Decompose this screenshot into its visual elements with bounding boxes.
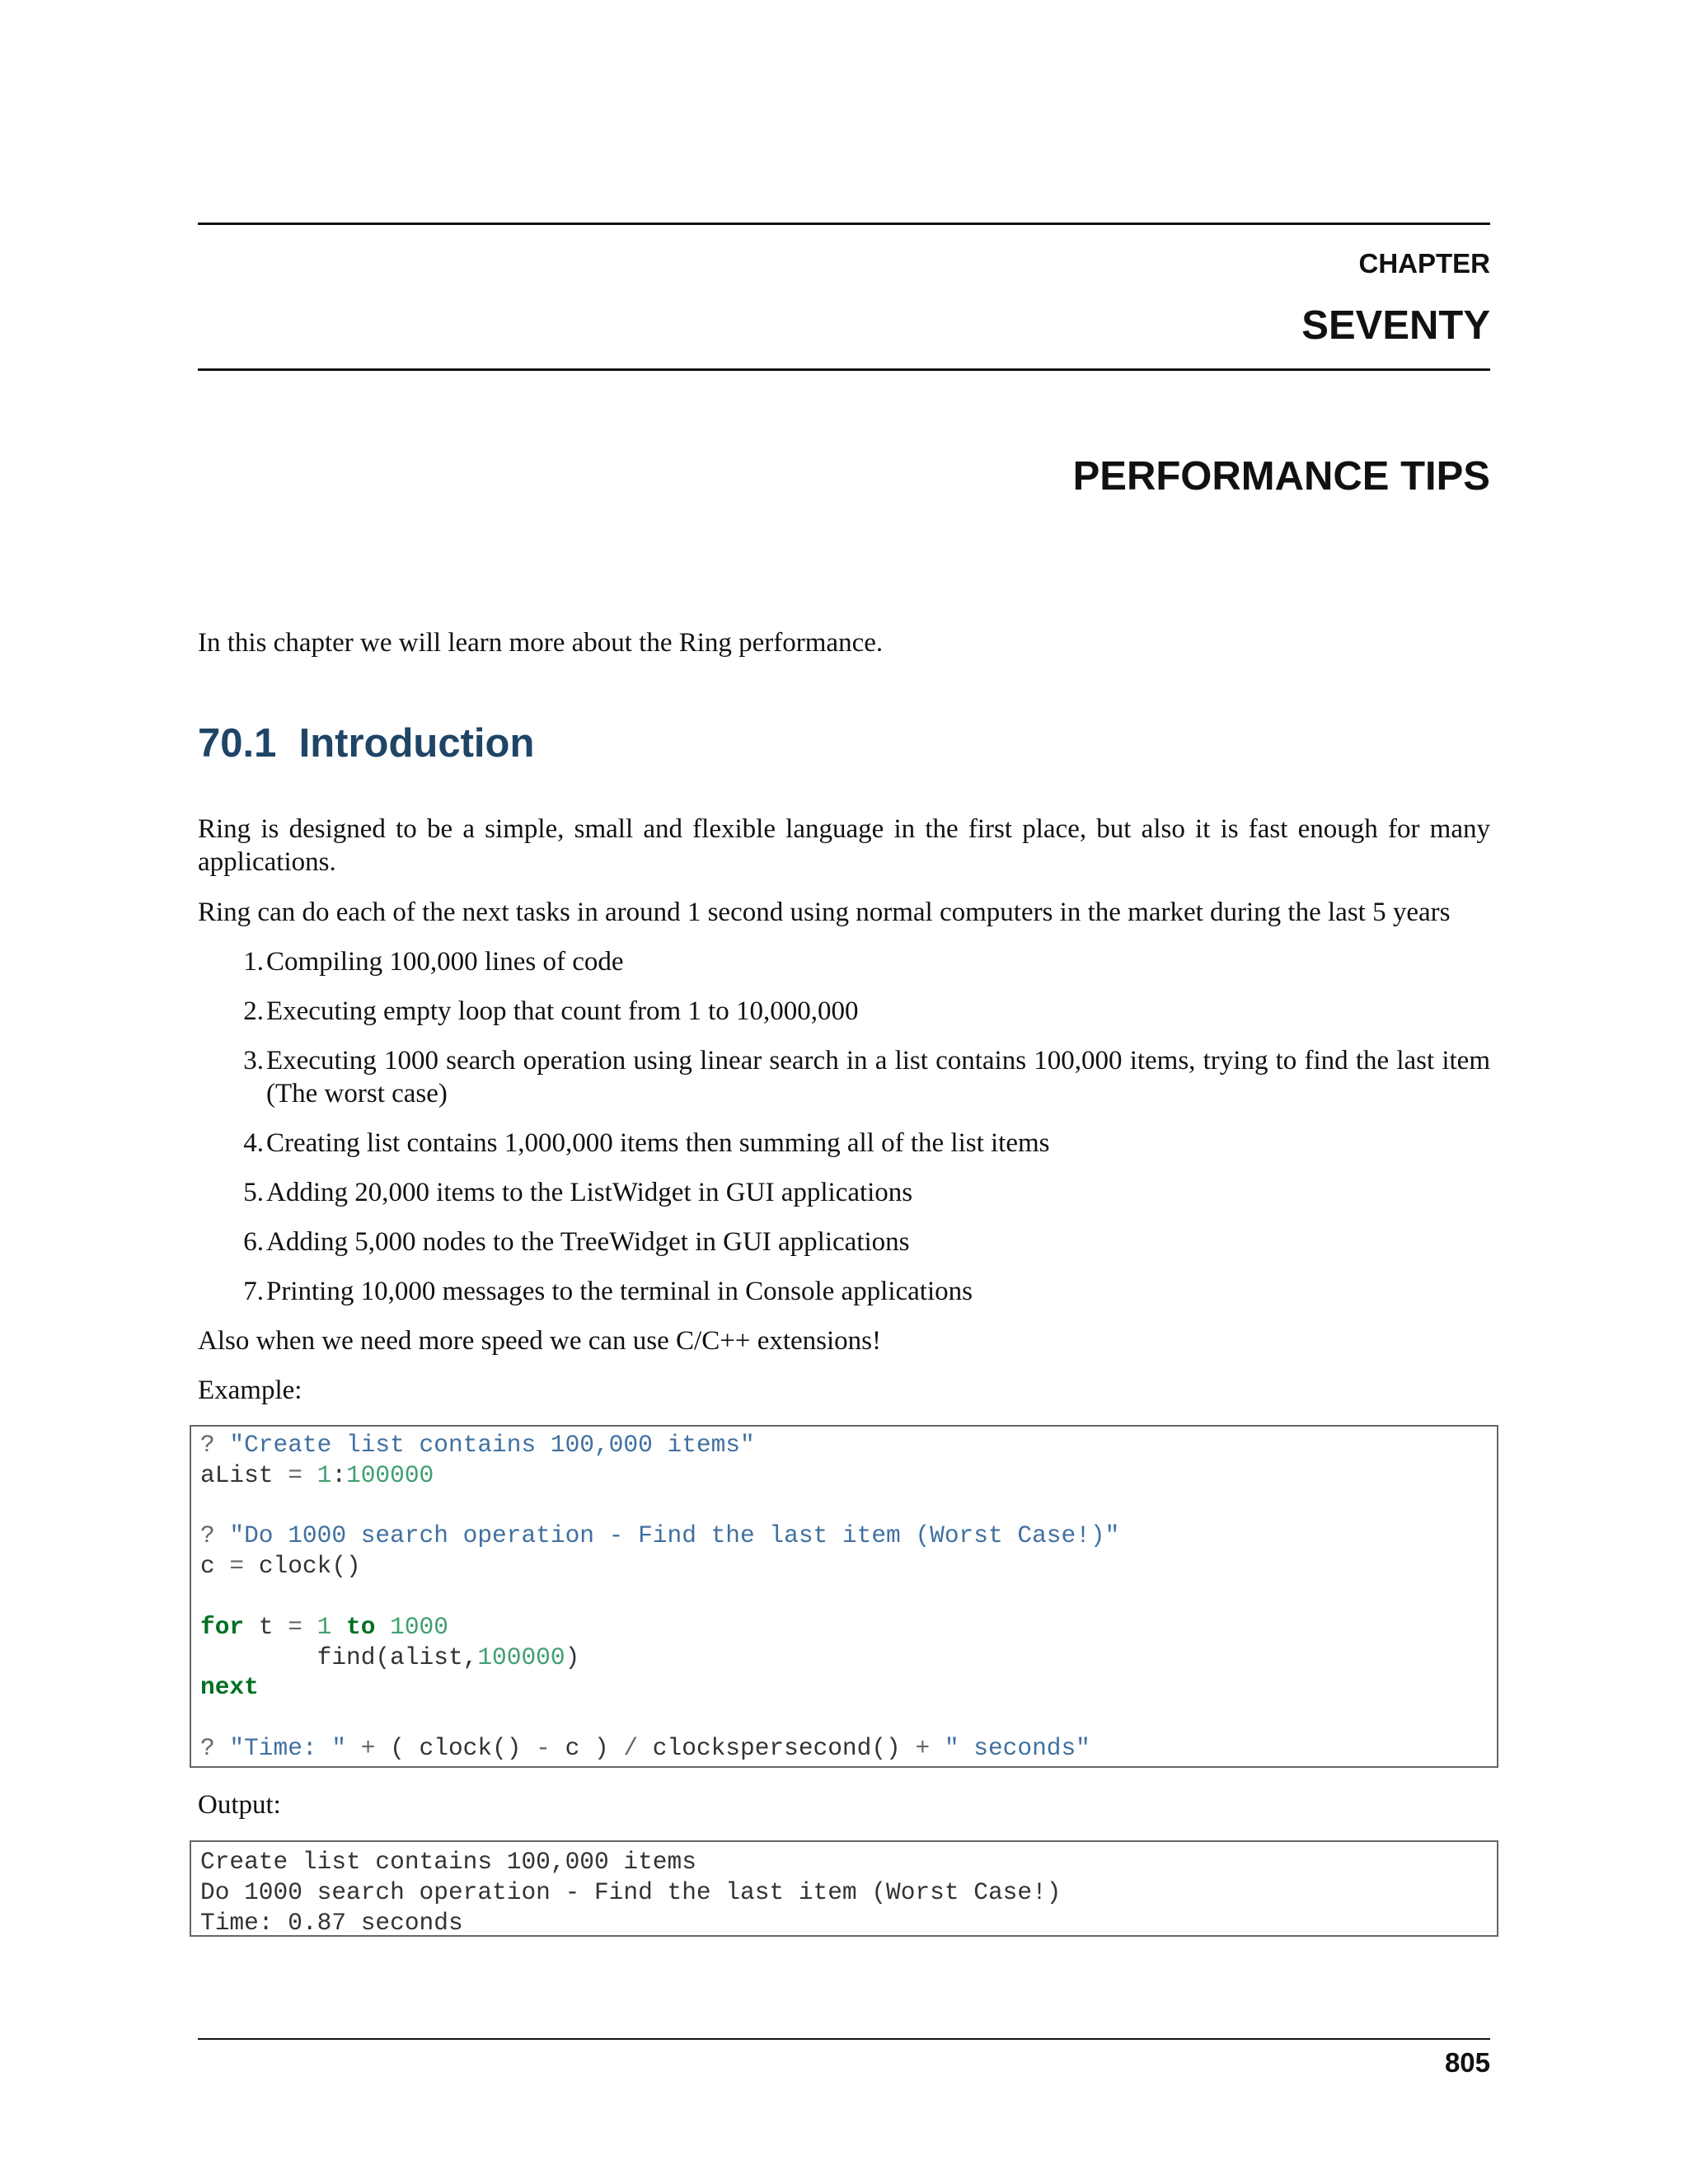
code-line: find(alist,100000) [316, 1643, 580, 1671]
chapter-number-word: SEVENTY [1301, 303, 1490, 348]
list-item-text: Compiling 100,000 lines of code [266, 947, 624, 977]
output-line: Create list contains 100,000 items [200, 1848, 696, 1876]
code-line: ? "Do 1000 search operation - Find the last item (Worst Case!)" [200, 1521, 1120, 1550]
code-line-blank [200, 1582, 1497, 1612]
footer-rule [198, 2038, 1490, 2040]
list-item-text: Creating list contains 1,000,000 items then summing all of the list items [266, 1128, 1050, 1158]
section-title: Introduction [298, 721, 535, 766]
chapter-bottom-rule [198, 368, 1490, 371]
list-item-text: Adding 20,000 items to the ListWidget in GUI applications [266, 1178, 913, 1207]
code-line-blank [200, 1491, 1497, 1521]
list-item-number: 3. [243, 1046, 264, 1076]
code-line: ? "Create list contains 100,000 items" [200, 1431, 755, 1459]
list-item-text: Adding 5,000 nodes to the TreeWidget in GUI applications [266, 1227, 910, 1257]
section-heading [198, 720, 534, 766]
list-item-number: 4. [243, 1128, 264, 1158]
intro-paragraph: In this chapter we will learn more about the Ring performance. [198, 628, 884, 658]
list-item-text: Executing empty loop that count from 1 to 10,000,000 [266, 996, 859, 1026]
code-line-blank [200, 1703, 1497, 1733]
section-paragraph-1: Ring is designed to be a simple, small and flexible language in the first place, but also it is fast enough for many applications. [198, 814, 1490, 877]
code-output-block [190, 1840, 1498, 1937]
list-item-number: 5. [243, 1178, 264, 1207]
example-label: Example: [198, 1376, 302, 1405]
output-line: Do 1000 search operation - Find the last item (Worst Case!) [200, 1877, 1062, 1906]
section-paragraph-2: Ring can do each of the next tasks in around 1 second using normal computers in the market during the last 5 years [198, 898, 1451, 927]
list-item-text: Executing 1000 search operation using linear search in a list contains 100,000 items, trying to find the last item (The worst case) [266, 1046, 1490, 1108]
page-number: 805 [1444, 2047, 1490, 2078]
list-item-number: 2. [243, 996, 264, 1026]
code-line: next [200, 1673, 259, 1702]
code-example-block [190, 1425, 1498, 1768]
code-line: for t = 1 to 1000 [200, 1612, 448, 1641]
chapter-title: PERFORMANCE TIPS [1072, 454, 1490, 499]
list-item-number: 1. [243, 947, 264, 977]
chapter-label: CHAPTER [1358, 248, 1490, 279]
code-line: aList = 1:100000 [200, 1460, 434, 1489]
list-item-number: 6. [243, 1227, 264, 1257]
code-line: c = clock() [200, 1552, 361, 1581]
code-line: ? "Time: " + ( clock() - c ) / clockspersecond() + " seconds" [200, 1733, 1090, 1762]
output-line: Time: 0.87 seconds [200, 1908, 463, 1937]
list-item-number: 7. [243, 1277, 264, 1306]
section-paragraph-3: Also when we need more speed we can use C/C++ extensions! [198, 1326, 882, 1356]
section-number: 70.1 [198, 721, 277, 766]
list-item-text: Printing 10,000 messages to the terminal in Console applications [266, 1277, 973, 1306]
chapter-top-rule [198, 223, 1490, 225]
output-label: Output: [198, 1790, 281, 1820]
